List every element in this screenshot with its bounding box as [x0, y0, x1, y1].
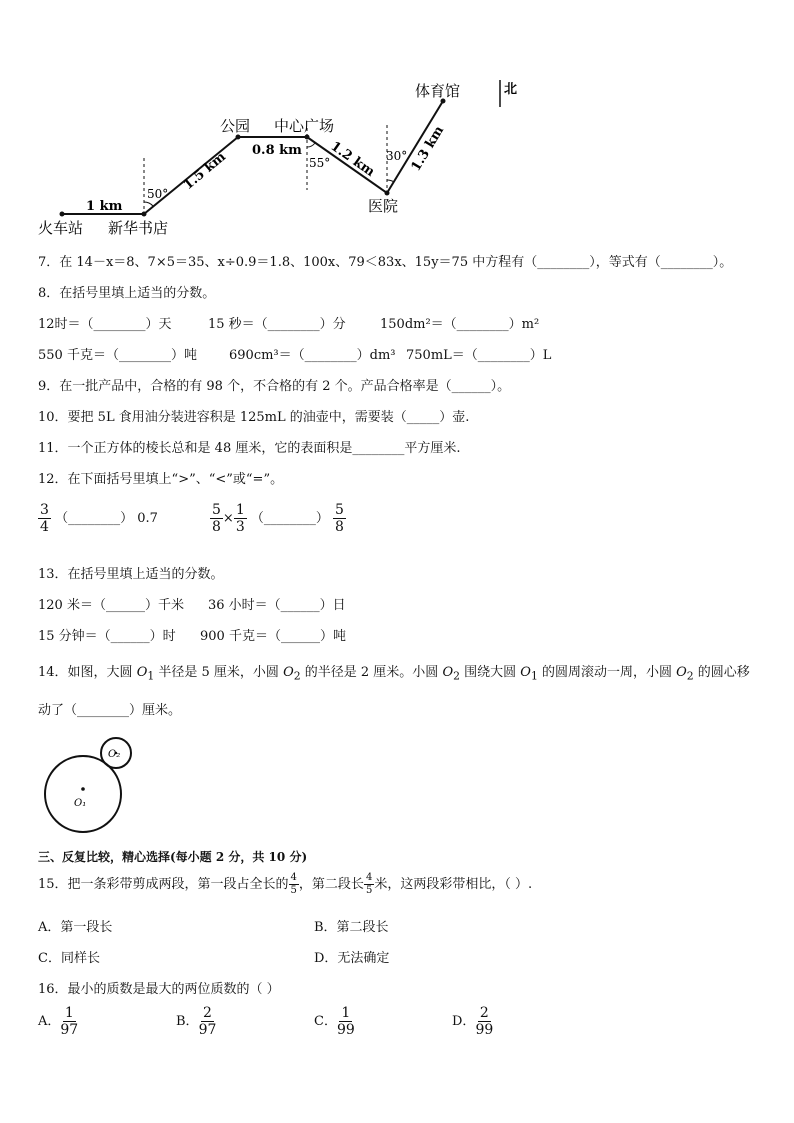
- q8-r1-c: 150dm²＝（________）m²: [380, 317, 540, 332]
- q16-option-a[interactable]: A． $\frac{1}{97}$: [38, 1005, 79, 1038]
- question-7: 7．在 14－x＝8、7×5＝35、x÷0.9＝1.8、100x、79＜83x、15y＝75 中方程有（________），等式有（________）。: [38, 255, 733, 270]
- q12-b: $\frac{5}{8}$ × $\frac{1}{3}$ （________） $\frac{5}{8}$: [212, 502, 344, 535]
- dist-bookstore-park: 1.5 km: [180, 149, 229, 194]
- q8-r2-c: 750mL＝（________）L: [406, 348, 552, 363]
- q8-r1-b: 15 秒＝（________）分: [208, 317, 346, 332]
- q15-option-a[interactable]: A．第一段长: [38, 920, 113, 935]
- q13-r1-b: 36 小时＝（______）日: [208, 598, 346, 613]
- dist-station-bookstore: 1 km: [86, 199, 123, 214]
- angle-hospital: 30°: [386, 149, 408, 163]
- north-label: 北: [504, 82, 518, 97]
- label-hospital: 医院: [368, 197, 399, 215]
- q8-r2-b: 690cm³＝（________）dm³: [229, 348, 396, 363]
- question-10: 10．要把 5L 食用油分装进容积是 125mL 的油壶中，需要装（_____）壶.: [38, 410, 470, 425]
- q15-option-d[interactable]: D．无法确定: [314, 951, 390, 966]
- q13-r1-a: 120 米＝（______）千米: [38, 598, 184, 613]
- dist-hospital-gym: 1.3 km: [408, 123, 448, 175]
- label-station: 火车站: [38, 219, 84, 237]
- circle-figure: [36, 733, 146, 835]
- q13-r2-a: 15 分钟＝（______）时: [38, 629, 176, 644]
- section-3-heading: 三、反复比较，精心选择(每小题 2 分，共 10 分): [38, 850, 308, 864]
- question-11: 11．一个正方体的棱长总和是 48 厘米，它的表面积是________平方厘米.: [38, 441, 461, 456]
- q15-option-b[interactable]: B．第二段长: [314, 920, 389, 935]
- q15-option-c[interactable]: C．同样长: [38, 951, 100, 966]
- q16-option-d[interactable]: D． $\frac{2}{99}$: [452, 1005, 494, 1038]
- q13-r2-b: 900 千克＝（______）吨: [200, 629, 346, 644]
- label-bookstore: 新华书店: [108, 219, 169, 237]
- q8-r2-a: 550 千克＝（________）吨: [38, 348, 197, 363]
- q8-r1-a: 12时＝（________）天: [38, 317, 172, 332]
- label-park: 公园: [220, 117, 251, 135]
- label-gym: 体育馆: [415, 82, 461, 100]
- big-circle-label: O₁: [74, 798, 87, 809]
- question-8-title: 8．在括号里填上适当的分数。: [38, 286, 216, 301]
- route-map: [0, 0, 794, 250]
- question-12-title: 12．在下面括号里填上“>”、“<”或“=”。: [38, 472, 284, 487]
- question-14-line1: 14．如图，大圆 $O_1$ 半径是 5 厘米，小圆 $O_2$ 的半径是 2 厘米。小圆 $O_2$ 围绕大圆 $O_1$ 的圆周滚动一周，小圆 $O_2$ 的圆心移: [38, 665, 750, 683]
- question-15: 15．把一条彩带剪成两段，第一段占全长的 $\frac{4}{5}$ ，第二段长 $\frac{4}{5}$ 米，这两段彩带相比，（ ）.: [38, 872, 533, 896]
- question-9: 9．在一批产品中，合格的有 98 个，不合格的有 2 个。产品合格率是（______）。: [38, 379, 511, 394]
- angle-plaza: 55°: [309, 156, 331, 170]
- q16-option-c[interactable]: C． $\frac{1}{99}$: [314, 1005, 355, 1038]
- small-circle-label: O₂: [108, 749, 121, 760]
- question-16: 16．最小的质数是最大的两位质数的（ ）: [38, 982, 280, 997]
- dist-park-plaza: 0.8 km: [252, 143, 302, 158]
- q16-option-b[interactable]: B． $\frac{2}{97}$: [176, 1005, 217, 1038]
- question-13-title: 13．在括号里填上适当的分数。: [38, 567, 224, 582]
- label-plaza: 中心广场: [274, 117, 335, 135]
- question-14-line2: 动了（________）厘米。: [38, 703, 182, 718]
- dist-plaza-hospital: 1.2 km: [327, 138, 378, 180]
- q12-a: $\frac{3}{4}$ （________） 0.7: [40, 502, 158, 535]
- angle-bookstore: 50°: [147, 187, 169, 201]
